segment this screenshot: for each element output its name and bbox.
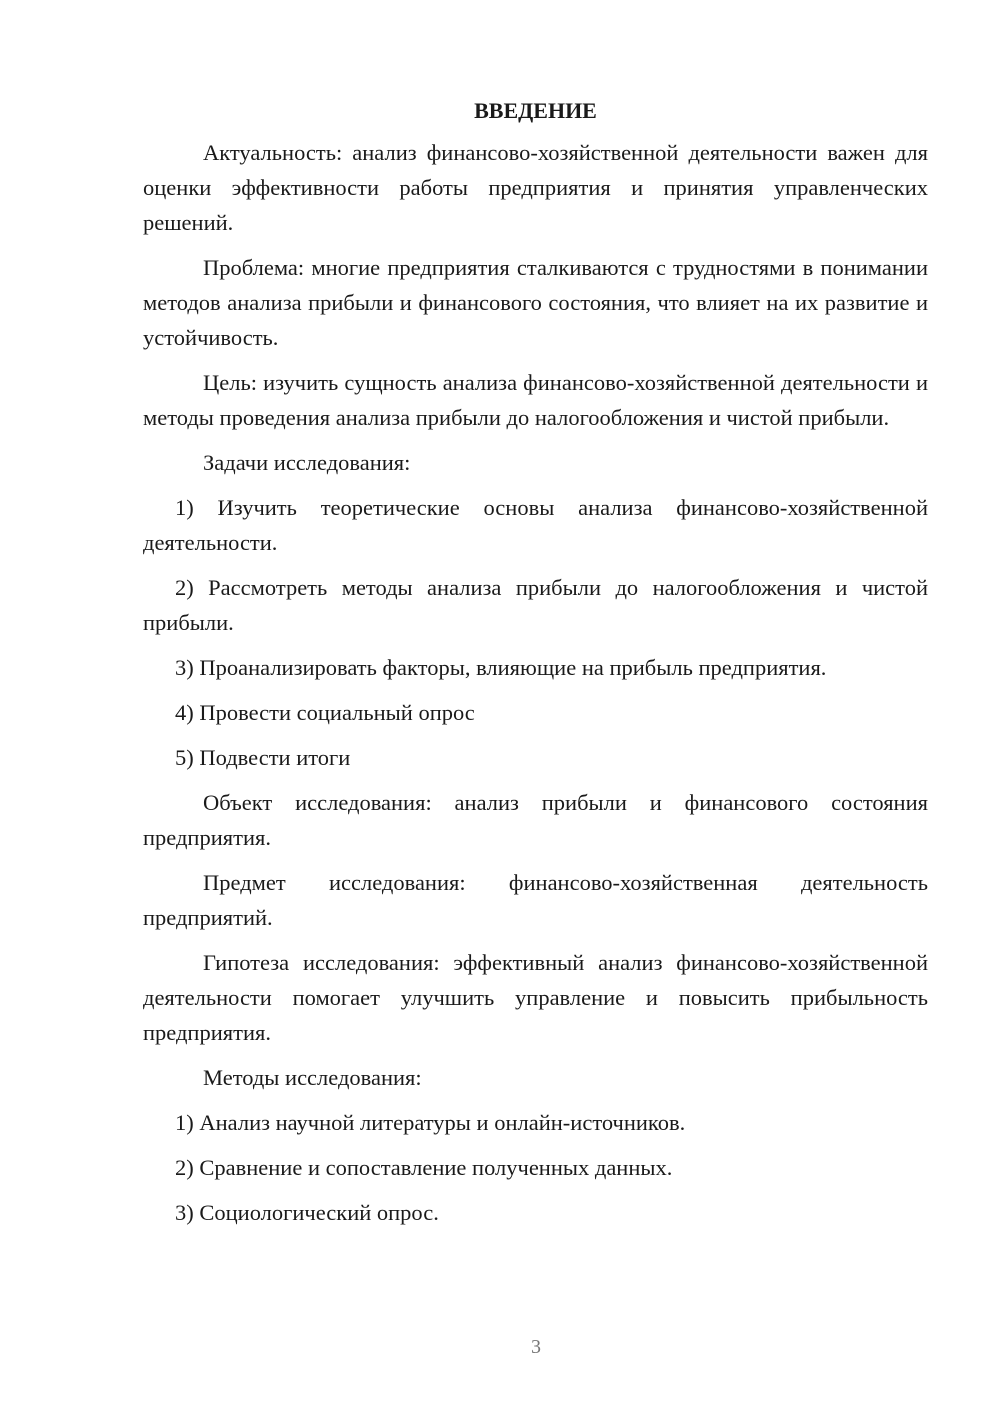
method-item-1: 1) Анализ научной литературы и онлайн-источников. xyxy=(175,1110,686,1135)
task-item-5: 5) Подвести итоги xyxy=(175,745,351,770)
methods-heading: Методы исследования: xyxy=(203,1065,422,1090)
task-item-1: 1) Изучить теоретические основы анализа финансово-хозяйственной деятельности. xyxy=(143,495,928,555)
task-item-4: 4) Провести социальный опрос xyxy=(175,700,475,725)
subject-paragraph: Предмет исследования: финансово-хозяйственная деятельность предприятий. xyxy=(143,870,928,930)
problem-paragraph: Проблема: многие предприятия сталкиваются с трудностями в понимании методов анализа прибыли и финансового состояния, что влияет на их развитие и устойчивость. xyxy=(143,255,928,350)
object-paragraph: Объект исследования: анализ прибыли и финансового состояния предприятия. xyxy=(143,790,928,850)
page-number: 3 xyxy=(531,1336,541,1358)
task-item-2: 2) Рассмотреть методы анализа прибыли до налогообложения и чистой прибыли. xyxy=(143,575,928,635)
hypothesis-paragraph: Гипотеза исследования: эффективный анализ финансово-хозяйственной деятельности помогает улучшить управление и повысить прибыльность предприятия. xyxy=(143,950,928,1045)
tasks-heading: Задачи исследования: xyxy=(203,450,411,475)
relevance-paragraph: Актуальность: анализ финансово-хозяйственной деятельности важен для оценки эффективности работы предприятия и принятия управленческих решений. xyxy=(143,140,928,235)
task-item-3: 3) Проанализировать факторы, влияющие на прибыль предприятия. xyxy=(175,655,827,680)
method-item-2: 2) Сравнение и сопоставление полученных данных. xyxy=(175,1155,673,1180)
method-item-3: 3) Социологический опрос. xyxy=(175,1200,439,1225)
document-body xyxy=(143,93,928,1240)
goal-paragraph: Цель: изучить сущность анализа финансово-хозяйственной деятельности и методы проведения анализа прибыли до налогообложения и чистой прибыли. xyxy=(143,370,928,430)
section-title: ВВЕДЕНИЕ xyxy=(474,98,597,123)
